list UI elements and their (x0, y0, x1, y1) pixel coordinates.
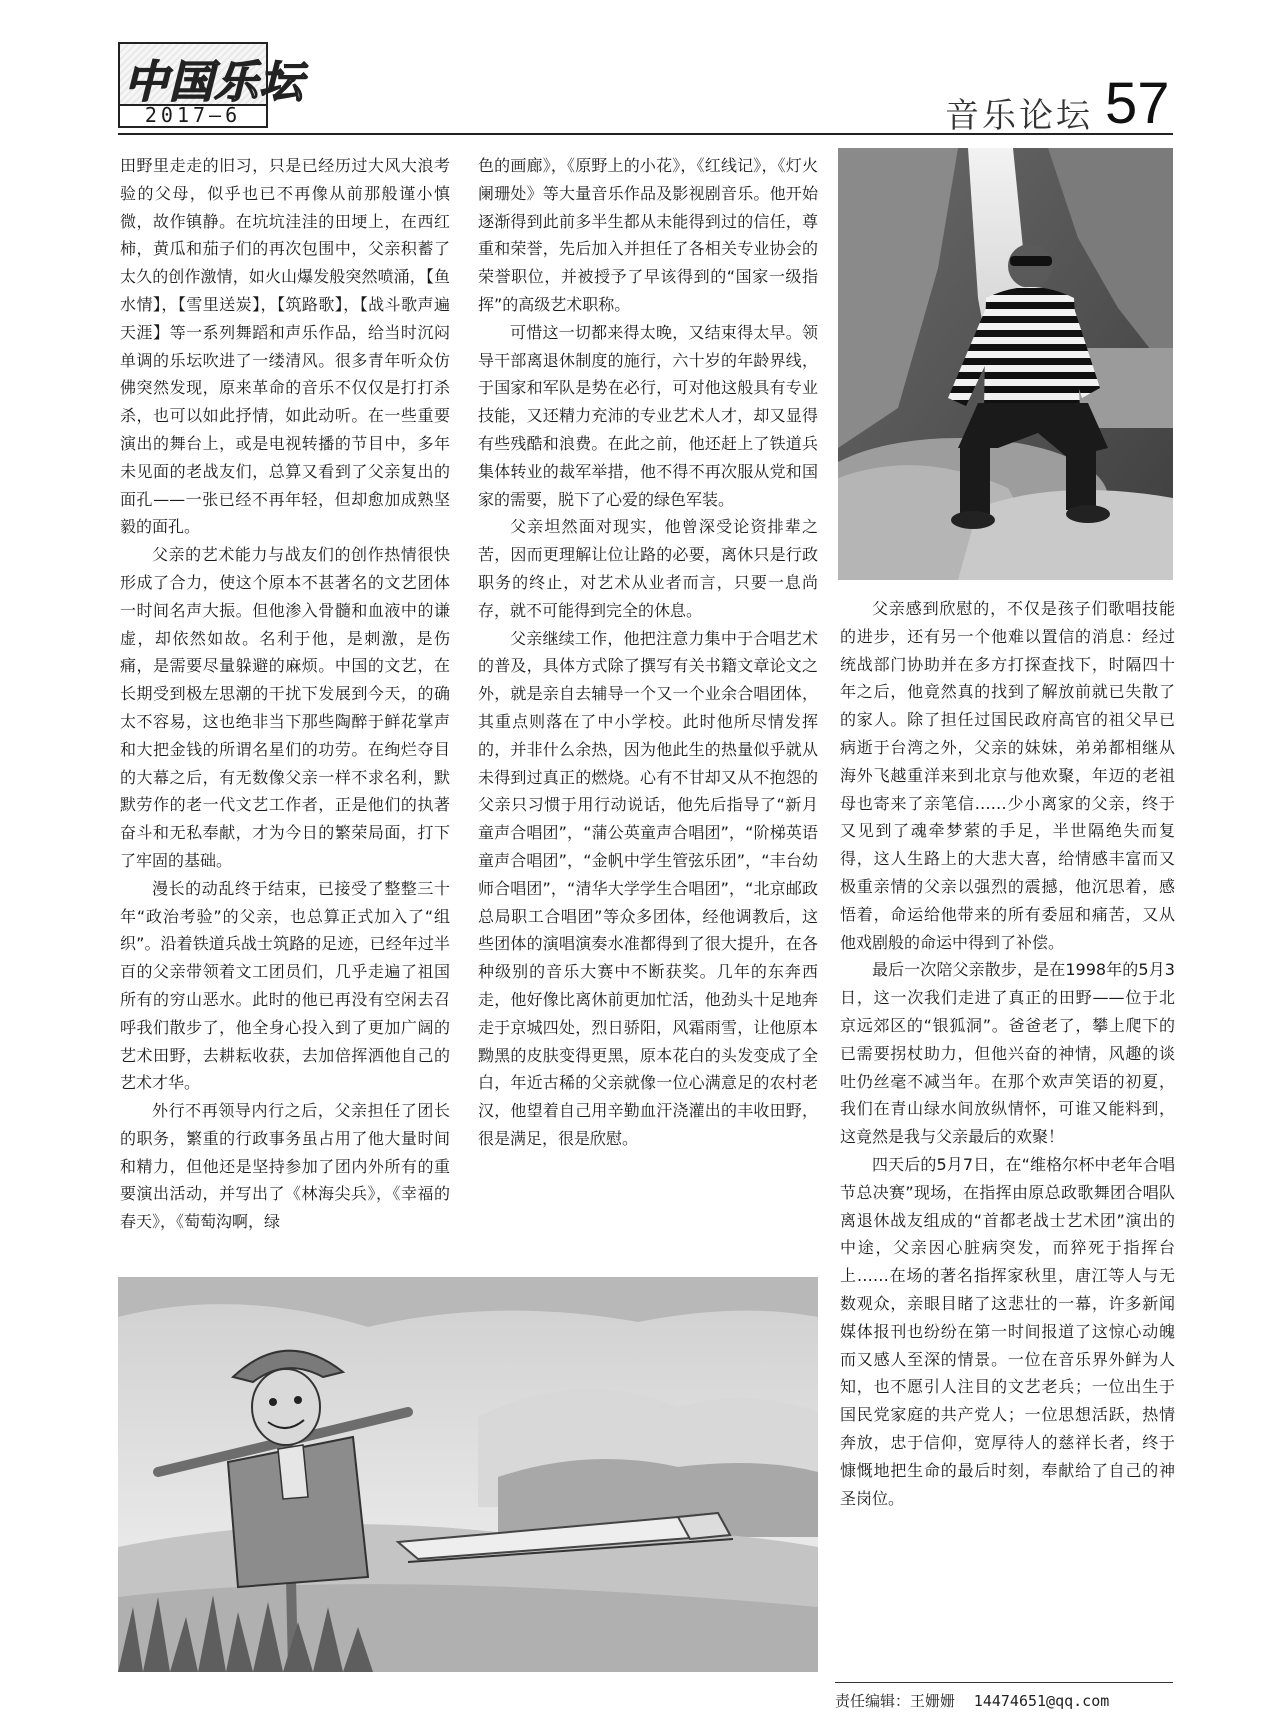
paragraph: 父亲继续工作，他把注意力集中于合唱艺术的普及，具体方式除了撰写有关书籍文章论文之外，就是亲自去辅导一个又一个业余合唱团体，其重点则落在了中小学校。此时他所尽情发挥的，并非什么余热，因为他此生的热量似乎就从未得到过真正的燃烧。心有不甘却又从不抱怨的父亲只习惯于用行动说话，他先后指导了“新月童声合唱团”，“蒲公英童声合唱团”，“阶梯英语童声合唱团”，“金帆中学生管弦乐团”，“丰台幼师合唱团”，“清华大学学生合唱团”，“北京邮政总局职工合唱团”等众多团体，经他调教后，这些团体的演唱演奏水准都得到了很大提升，在各种级别的音乐大赛中不断获奖。几年的东奔西走，他好像比离休前更加忙活，他劲头十足地奔走于京城四处，烈日骄阳，风霜雨雪，让他原本黝黑的皮肤变得更黑，原本花白的头发变成了全白，年近古稀的父亲就像一位心满意足的农村老汉，他望着自己用辛勤血汗浇灌出的丰收田野，很是满足，很是欣慰。 (478, 628, 818, 1148)
paragraph: 父亲的艺术能力与战友们的创作热情很快形成了合力，使这个原本不甚著名的文艺团体一时间名声大振。但他渗入骨髓和血液中的谦虚，却依然如故。名利于他，是刺激，是伤痛，是需要尽量躲避的麻烦。中国的文艺，在长期受到极左思潮的干扰下发展到今天，的确太不容易，这也绝非当下那些陶醉于鲜花掌声和大把金钱的所谓名星们的功劳。在绚烂夺目的大幕之后，有无数像父亲一样不求名利，默默劳作的老一代文艺工作者，正是他们的执著奋斗和无私奉献，才为今日的繁荣局面，打下了牢固的基础。 (120, 545, 450, 870)
paragraph: 父亲坦然面对现实，他曾深受论资排辈之苦，因而更理解让位让路的必要，离休只是行政职务的终止，对艺术从业者而言，只要一息尚存，就不可能得到完全的休息。 (478, 517, 818, 620)
issue-label: 2017—6 (118, 104, 268, 128)
page-number: 57 (1105, 71, 1170, 136)
editor-credit: 责任编辑：王姗姗 (835, 1692, 956, 1710)
paragraph: 色的画廊》，《原野上的小花》，《红线记》，《灯火阑珊处》等大量音乐作品及影视剧音乐。他开始逐渐得到此前多半生都从未能得到过的信任，尊重和荣誉，先后加入并担任了各相关专业协会的荣誉职位，并被授予了早该得到的“国家一级指挥”的高级艺术职称。 (478, 156, 818, 314)
paragraph: 四天后的5月7日，在“维格尔杯中老年合唱节总决赛”现场，在指挥由原总政歌舞团合唱队离退休战友组成的“首都老战士艺术团”演出的中途，父亲因心脏病突发，而猝死于指挥台上……在场的著名指挥家秋里，唐江等人与无数观众，亲眼目睹了这悲壮的一幕，许多新闻媒体报刊也纷纷在第一时间报道了这惊心动魄而又感人至深的情景。一位在音乐界外鲜为人知，也不愿引人注目的文艺老兵；一位出生于国民党家庭的共产党人；一位思想活跃，热情奔放，忠于信仰，宽厚待人的慈祥长者，终于慷慨地把生命的最后时刻，奉献给了自己的神圣岗位。 (840, 1154, 1175, 1508)
journal-title: 中国乐坛 (124, 57, 304, 108)
paragraph: 田野里走走的旧习，只是已经历过大风大浪考验的父母，似乎也已不再像从前那般谨小慎微，故作镇静。在坑坑洼洼的田埂上，在西红柿，黄瓜和茄子们的再次包围中，父亲积蓄了太久的创作激情，如火山爆发般突然喷涌，【鱼水情】，【雪里送炭】，【筑路歌】，【战斗歌声遍天涯】等一系列舞蹈和声乐作品，给当时沉闷单调的乐坛吹进了一缕清风。很多青年听众仿佛突然发现，原来革命的音乐不仅仅是打打杀杀，也可以如此抒情，如此动听。在一些重要演出的舞台上，或是电视转播的节目中，多年未见面的老战友们，总算又看到了父亲复出的面孔——一张已经不再年轻，但却愈加成熟坚毅的面孔。 (120, 156, 450, 537)
article-column-2 (478, 152, 818, 1153)
paragraph: 父亲感到欣慰的，不仅是孩子们歌唱技能的进步，还有另一个他难以置信的消息：经过统战部门协助并在多方打探查找下，时隔四十年之后，他竟然真的找到了解放前就已失散了的家人。除了担任过国民政府高官的祖父早已病逝于台湾之外，父亲的妹妹，弟弟都相继从海外飞越重洋来到北京与他欢聚，年迈的老祖母也寄来了亲笔信……少小离家的父亲，终于又见到了魂牵梦萦的手足，半世隔绝失而复得，这人生路上的大悲大喜，给情感丰富而又极重亲情的父亲以强烈的震撼，他沉思着，感悟着，命运给他带来的所有委屈和痛苦，又从他戏剧般的命运中得到了补偿。 (840, 599, 1175, 952)
journal-masthead (118, 42, 304, 127)
header-rule (118, 133, 1173, 135)
scarecrow-train-illustration (118, 1277, 818, 1672)
paragraph: 可惜这一切都来得太晚，又结束得太早。领导干部离退休制度的施行，六十岁的年龄界线，于国家和军队是势在必行，可对他这般具有专业技能，又还精力充沛的专业艺术人才，却又显得有些残酷和浪费。在此之前，他还赶上了铁道兵集体转业的裁军举措，他不得不再次服从党和国家的需要，脱下了心爱的绿色军装。 (478, 322, 818, 509)
footer-rule (835, 1682, 1173, 1683)
footer-credit (835, 1690, 1109, 1711)
article-column-1 (120, 152, 450, 1236)
paragraph: 外行不再领导内行之后，父亲担任了团长的职务，繁重的行政事务虽占用了他大量时间和精力，但他还是坚持参加了团内外所有的重要演出活动，并写出了《林海尖兵》，《幸福的春天》，《萄萄沟啊，绿 (120, 1101, 450, 1232)
article-column-3 (840, 595, 1175, 1512)
waterfall-portrait-image (838, 148, 1173, 580)
section-title: 音乐论坛 (945, 96, 1093, 136)
masthead-logo-box (118, 42, 304, 108)
scarecrow-field-image (118, 1277, 818, 1672)
editor-email: 14474651@qq.com (973, 1692, 1110, 1710)
paragraph: 最后一次陪父亲散步，是在1998年的5月3日，这一次我们走进了真正的田野——位于北京远郊区的“银狐洞”。爸爸老了，攀上爬下的已需要拐杖助力，但他兴奋的神情，风趣的谈吐仍丝毫不减当年。在那个欢声笑语的初夏，我们在青山绿水间放纵情怀，可谁又能料到，这竟然是我与父亲最后的欢聚！ (840, 960, 1175, 1147)
paragraph: 漫长的动乱终于结束，已接受了整整三十年“政治考验”的父亲，也总算正式加入了“组织”。沿着铁道兵战士筑路的足迹，已经年过半百的父亲带领着文工团员们，几乎走遍了祖国所有的穷山恶水。此时的他已再没有空闲去召呼我们散步了，他全身心投入到了更加广阔的艺术田野，去耕耘收获，去加倍挥洒他自己的艺术才华。 (120, 878, 450, 1093)
portrait-photo (838, 148, 1173, 580)
